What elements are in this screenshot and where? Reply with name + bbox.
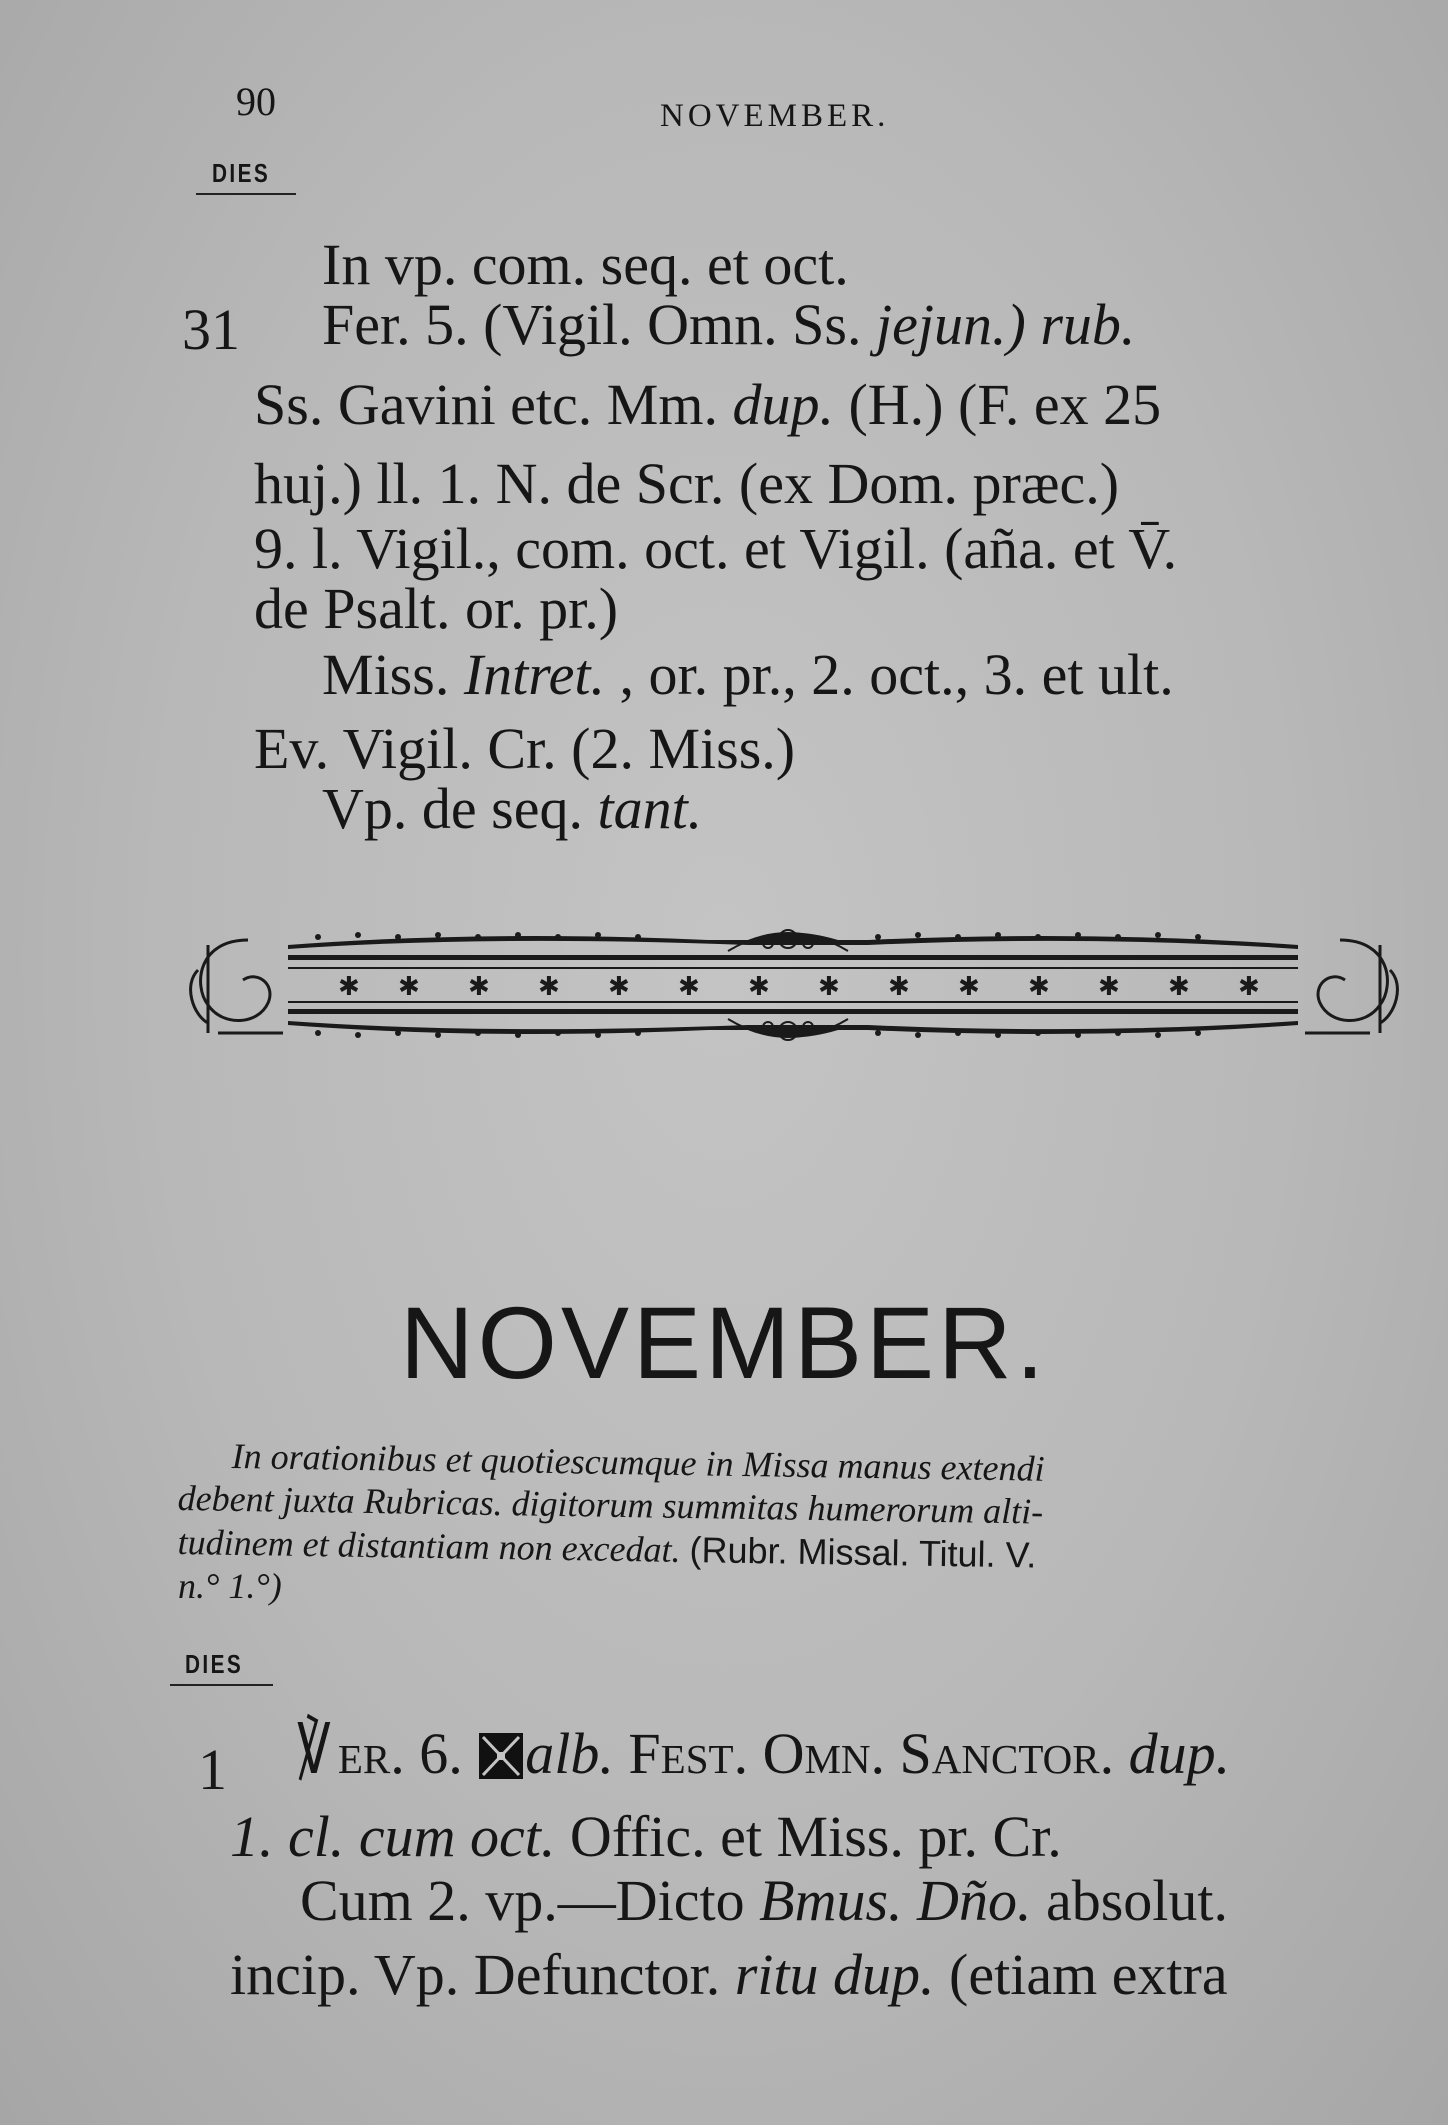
text-line <box>322 292 1136 357</box>
text-run: Cum 2. vp.—Dicto <box>300 1868 760 1933</box>
svg-text:✱: ✱ <box>338 972 360 1002</box>
day-number: 31 <box>182 297 240 362</box>
text-line: 9. l. Vigil., com. oct. et Vigil. (aña. et V̄. <box>254 516 1178 581</box>
italic-run: dup. <box>732 372 834 437</box>
text-run: Miss. <box>322 642 464 707</box>
text-run: Ss. Gavini etc. Mm. <box>254 372 733 437</box>
rubric-line: n.° 1.°) <box>178 1566 282 1606</box>
text-line <box>290 1712 1231 1789</box>
svg-text:✱: ✱ <box>888 972 910 1002</box>
italic-run: ritu dup. <box>734 1942 935 2007</box>
text-run: Vp. de seq. <box>322 776 598 841</box>
svg-text:✱: ✱ <box>748 972 770 1002</box>
italic-run: tant. <box>597 776 703 841</box>
text-line <box>322 642 1174 707</box>
text-line: de Psalt. or. pr.) <box>254 576 619 641</box>
text-run: incip. Vp. Defunctor. <box>230 1942 735 2007</box>
text-run: Fest. Omn. Sanctor. <box>613 1721 1129 1786</box>
italic-run: alb. <box>525 1721 614 1786</box>
day-number: 1 <box>198 1737 227 1802</box>
svg-text:✱: ✱ <box>958 972 980 1002</box>
text-run: , or. pr., 2. oct., 3. et ult. <box>605 642 1174 707</box>
text-line <box>230 1942 1228 2007</box>
text-run: (H.) (F. ex 25 <box>833 372 1162 437</box>
svg-text:✱: ✱ <box>678 972 700 1002</box>
text-line: In vp. com. seq. et oct. <box>322 232 849 297</box>
text-line: huj.) ll. 1. N. de Scr. (ex Dom. præc.) <box>254 451 1120 516</box>
running-title: NOVEMBER. <box>660 98 890 134</box>
svg-text:✱: ✱ <box>818 972 840 1002</box>
text-run: absolut. <box>1031 1868 1228 1933</box>
rubric-citation: (Rubr. Missal. Titul. V. <box>689 1529 1037 1576</box>
svg-text:✱: ✱ <box>398 972 420 1002</box>
svg-text:✱: ✱ <box>538 972 560 1002</box>
dies-underline <box>196 193 296 195</box>
italic-run: Intret. <box>463 642 606 707</box>
italic-run: Bmus. Dño. <box>759 1868 1032 1933</box>
dies-label: DIES <box>212 158 271 188</box>
text-run: Offic. et Miss. pr. Cr. <box>555 1804 1062 1869</box>
text-line: Ev. Vigil. Cr. (2. Miss.) <box>254 716 796 781</box>
svg-text:✱: ✱ <box>1168 972 1190 1002</box>
rubric-run: tudinem et distantiam non excedat. <box>177 1522 690 1571</box>
svg-text:✱: ✱ <box>1238 972 1260 1002</box>
dies-label: DIES <box>185 1649 244 1679</box>
italic-run: dup. <box>1128 1721 1231 1786</box>
italic-run: rub. <box>1040 292 1136 357</box>
italic-run: 1. cl. cum oct. <box>230 1804 556 1869</box>
rubric-line: In orationibus et quotiescumque in Missa manus extendi <box>231 1436 1045 1489</box>
rubric-line <box>177 1522 1037 1576</box>
text-run: Fer. 5. (Vigil. Omn. Ss. <box>322 292 877 357</box>
text-line <box>254 372 1162 437</box>
dies-underline <box>170 1684 273 1686</box>
month-heading: NOVEMBER. <box>399 1286 1049 1400</box>
versicle-icon: ℣ <box>297 1712 331 1789</box>
svg-text:✱: ✱ <box>468 972 490 1002</box>
decorative-border-icon <box>188 915 1400 1055</box>
svg-text:✱: ✱ <box>1028 972 1050 1002</box>
italic-run: jejun.) <box>876 292 1026 357</box>
text-line <box>322 776 703 841</box>
text-line <box>230 1804 1062 1869</box>
text-run: er. 6. <box>337 1721 463 1786</box>
feast-cross-icon <box>479 1733 523 1779</box>
text-line <box>300 1868 1228 1933</box>
svg-text:✱: ✱ <box>1098 972 1120 1002</box>
svg-text:✱: ✱ <box>608 972 630 1002</box>
rubric-line: debent juxta Rubricas. digitorum summitas humerorum alti- <box>177 1478 1044 1532</box>
page-number: 90 <box>236 79 276 124</box>
text-run: (etiam extra <box>934 1942 1228 2007</box>
